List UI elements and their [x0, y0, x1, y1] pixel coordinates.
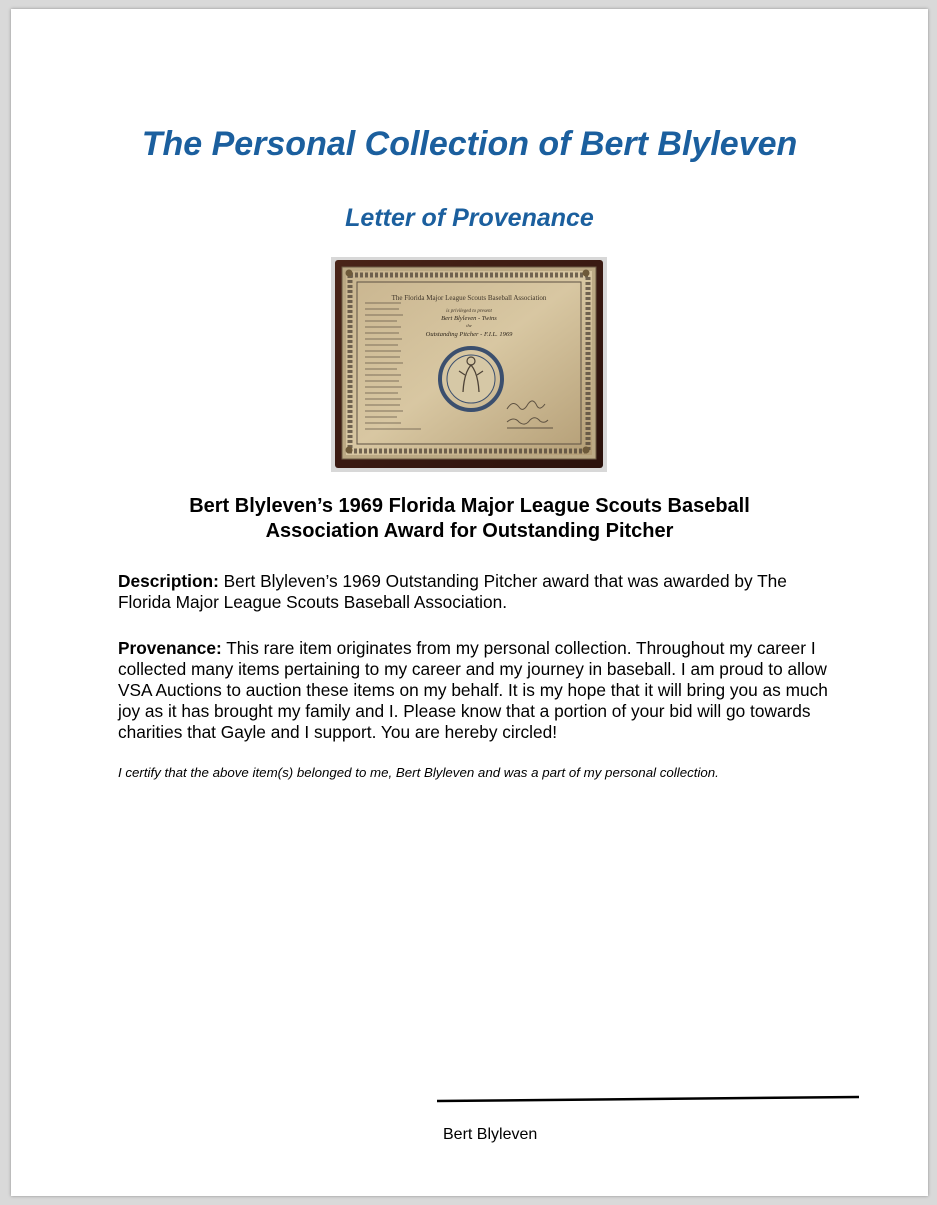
signature-name: Bert Blyleven [443, 1126, 538, 1143]
certification-statement: I certify that the above item(s) belonged to me, Bert Blyleven and was a part of my personal collection. [118, 765, 719, 780]
item-title-line2: Association Award for Outstanding Pitcher [265, 520, 674, 542]
page-title: The Personal Collection of Bert Blyleven [141, 125, 798, 163]
provenance-label: Provenance: [118, 638, 222, 658]
plaque-line2: Bert Blyleven - Twins [441, 315, 497, 322]
description-label: Description: [118, 571, 219, 591]
page-subtitle: Letter of Provenance [345, 204, 594, 232]
provenance-text: This rare item originates from my personal collection. Throughout my career I collected many items pertaining to my career and my journey in baseball. I am proud to allow VSA Auctions to auction these items on my behalf. It is my hope that it will bring you as much joy as it has brought my family and I. Please know that a portion of your bid will go towards charities that Gayle and I support. You are hereby circled! [118, 638, 828, 742]
award-plaque-photo [331, 257, 607, 472]
plaque-header: The Florida Major League Scouts Baseball Association [391, 294, 547, 302]
item-title [121, 494, 818, 544]
letter-page [11, 9, 928, 1196]
plaque-seal [440, 348, 502, 410]
plaque-line1: is privileged to present [446, 309, 492, 314]
award-plaque-image [331, 257, 607, 472]
description-text: Bert Blyleven’s 1969 Outstanding Pitcher award that was awarded by The Florida Major League Scouts Baseball Association. [118, 571, 787, 612]
item-title-line1: Bert Blyleven’s 1969 Florida Major League Scouts Baseball [189, 495, 750, 517]
signature-line [437, 1094, 859, 1104]
plaque-line4: Outstanding Pitcher - F.I.L. 1969 [425, 331, 513, 338]
provenance-paragraph [118, 638, 828, 743]
plaque-line3: the [466, 323, 472, 328]
description-paragraph [118, 571, 828, 613]
